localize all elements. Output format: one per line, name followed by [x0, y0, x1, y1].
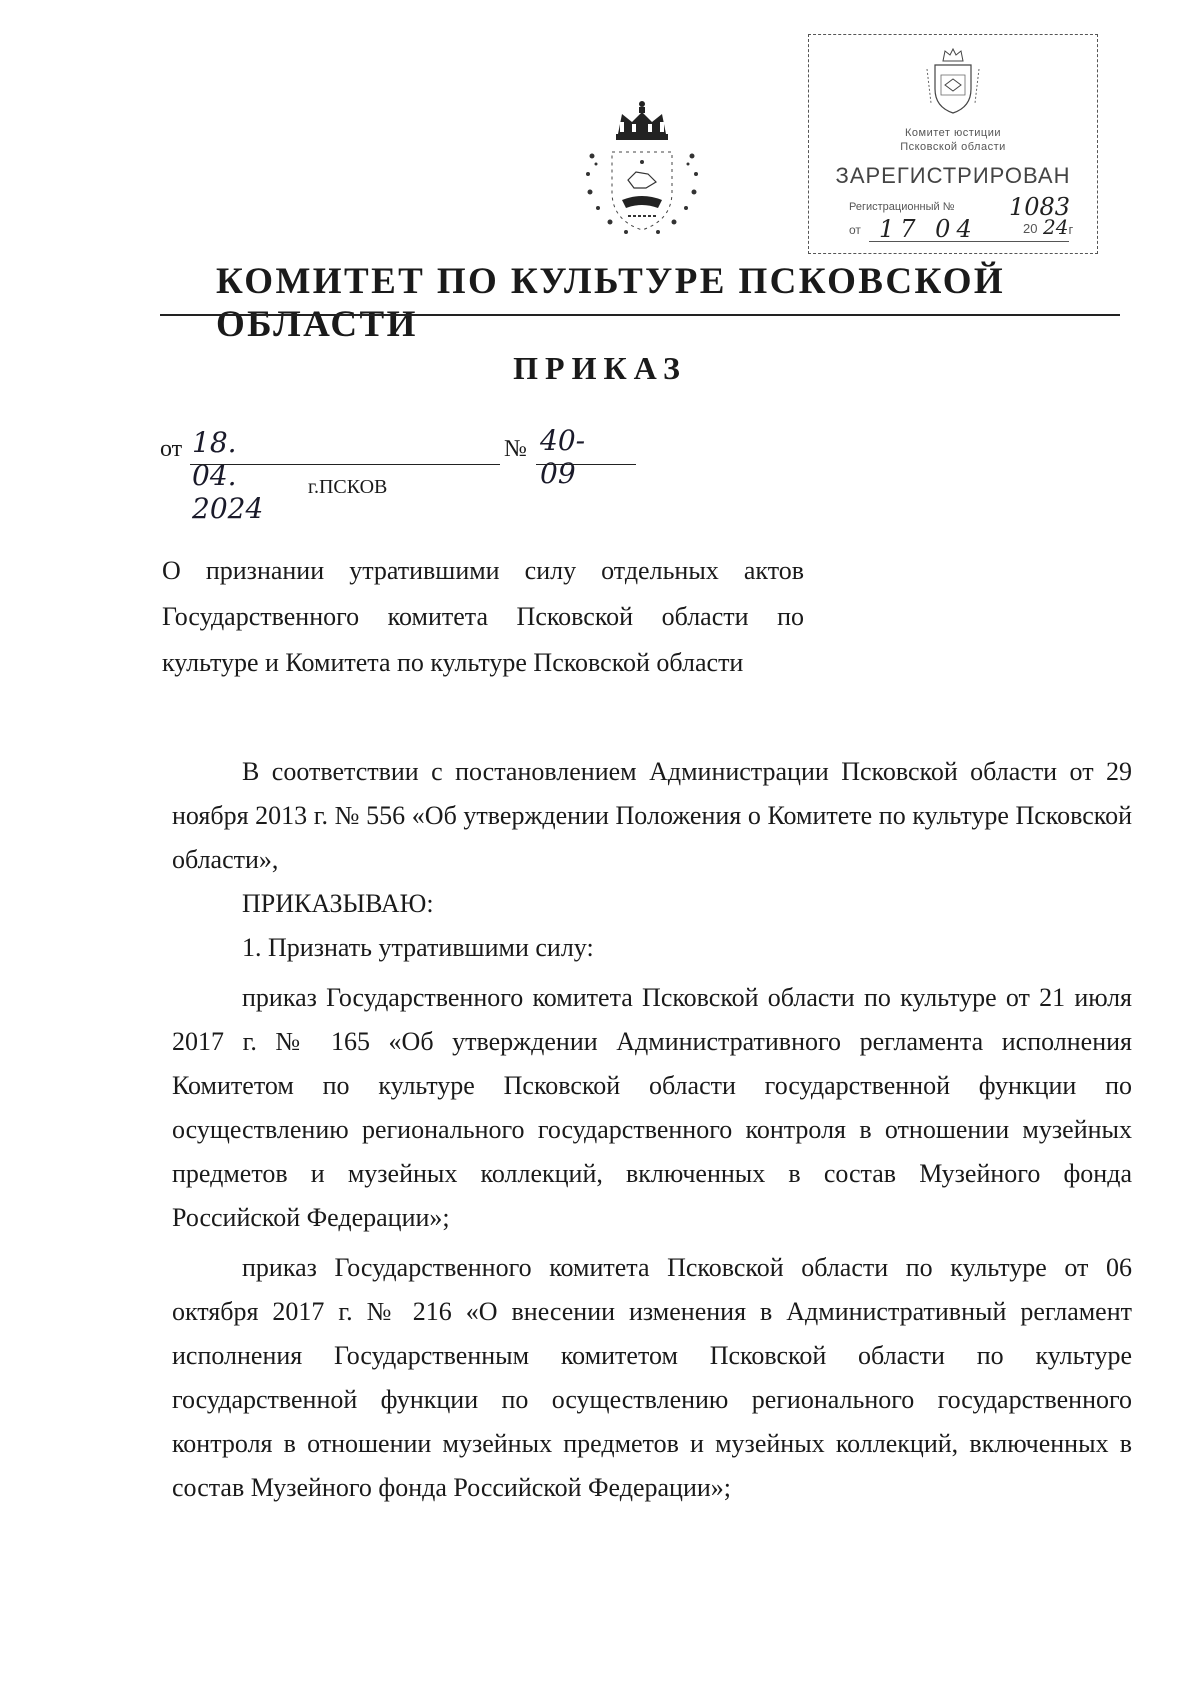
- stamp-date-prefix: от: [849, 223, 861, 237]
- order-word: ПРИКАЗЫВАЮ:: [242, 889, 434, 918]
- registration-stamp: [808, 34, 1098, 254]
- stamp-reg-number-label: Регистрационный №: [849, 201, 955, 213]
- stamp-authority-line2: Псковской области: [900, 141, 1006, 153]
- stamp-emblem-icon: [921, 45, 985, 117]
- stamp-date-value: 17 04: [879, 215, 978, 243]
- organization-title: КОМИТЕТ ПО КУЛЬТУРЕ ПСКОВСКОЙ ОБЛАСТИ: [216, 261, 1006, 345]
- item-1: 1. Признать утратившими силу:: [242, 933, 594, 962]
- preamble-paragraph: В соответствии с постановлением Администрации Псковской области от 29 ноября 2013 г. № 556 «Об утверждении Положения о Комитете по культуре Псковской области»,: [172, 757, 1132, 874]
- stamp-year-underline: [999, 241, 1069, 242]
- stamp-year-prefix: 20: [1023, 221, 1038, 236]
- date-underline: [190, 464, 500, 465]
- stamp-date-underline: [869, 241, 999, 242]
- date-value: 18. 04. 2024: [192, 426, 264, 525]
- stamp-reg-number: 1083: [1009, 193, 1071, 221]
- document-subject: О признании утратившими силу отдельных актов Государственного комитета Псковской области по культуре и Комитета по культуре Псковской области: [162, 556, 804, 677]
- date-label: от: [160, 436, 183, 462]
- number-label: №: [504, 436, 527, 462]
- stamp-year-value: 24г: [1043, 215, 1074, 239]
- stamp-registered-label: ЗАРЕГИСТРИРОВАН: [835, 163, 1071, 188]
- city-label: г.ПСКОВ: [308, 476, 388, 498]
- repealed-act-1: приказ Государственного комитета Псковской области по культуре от 21 июля 2017 г. № 165 «Об утверждении Административного регламента исполнения Комитетом по культуре Псковской области государственной функции по осуществлению регионального государственного контроля в отношении музейных предметов и музейных коллекций, включенных в состав Музейного фонда Российской Федерации»;: [172, 983, 1132, 1232]
- stamp-authority-line1: Комитет юстиции: [904, 127, 1001, 139]
- number-underline: [536, 464, 636, 465]
- document-body: [172, 750, 1132, 1510]
- title-rule: [160, 314, 1120, 316]
- number-value: 40-09: [540, 424, 586, 490]
- repealed-act-2: приказ Государственного комитета Псковской области по культуре от 06 октября 2017 г. № 216 «О внесении изменения в Административный регламент исполнения Государственным комитетом Псковской области по культуре государственной функции по осуществлению регионального государственного контроля в отношении музейных предметов и музейных коллекций, включенных в состав Музейного фонда Российской Федерации»;: [172, 1253, 1132, 1502]
- coat-of-arms-emblem: [578, 96, 706, 246]
- document-type-title: ПРИКАЗ: [513, 350, 687, 386]
